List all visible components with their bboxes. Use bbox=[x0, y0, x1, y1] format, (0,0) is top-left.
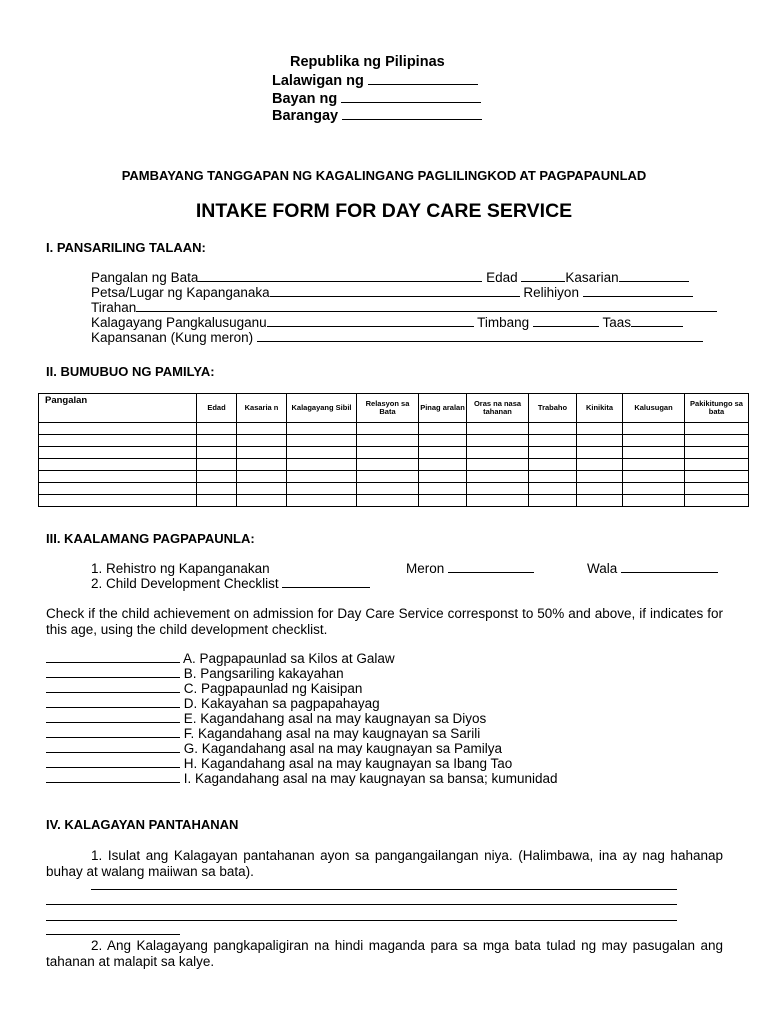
address-blank[interactable] bbox=[136, 300, 717, 312]
section2-heading: II. BUMUBUO NG PAMILYA: bbox=[46, 364, 215, 379]
disability-blank[interactable] bbox=[257, 330, 703, 342]
address-label: Tirahan bbox=[91, 300, 137, 315]
wala-label: Wala bbox=[587, 561, 618, 576]
table-cell[interactable] bbox=[623, 495, 685, 507]
health-row bbox=[91, 315, 683, 330]
table-cell[interactable] bbox=[529, 459, 577, 471]
table-row bbox=[39, 435, 749, 447]
table-cell[interactable] bbox=[467, 423, 529, 435]
table-cell[interactable] bbox=[197, 495, 237, 507]
table-cell[interactable] bbox=[237, 447, 287, 459]
section4-heading: IV. KALAGAYAN PANTAHANAN bbox=[46, 817, 239, 832]
table-cell[interactable] bbox=[529, 423, 577, 435]
table-cell[interactable] bbox=[39, 423, 197, 435]
disability-row bbox=[91, 330, 703, 345]
checklist-label: 2. Child Development Checklist bbox=[91, 576, 279, 591]
sex-label: Kasarian bbox=[565, 270, 619, 285]
town-blank[interactable] bbox=[341, 90, 481, 103]
child-name-blank[interactable] bbox=[198, 270, 482, 282]
height-label: Taas bbox=[602, 315, 632, 330]
table-cell[interactable] bbox=[577, 435, 623, 447]
agency-name: PAMBAYANG TANGGAPAN NG KAGALINGANG PAGLILINGKOD AT PAGPAPAUNLAD bbox=[121, 168, 647, 183]
wala-blank[interactable] bbox=[621, 561, 718, 573]
check-blank[interactable] bbox=[46, 666, 180, 678]
table-cell[interactable] bbox=[357, 423, 419, 435]
republic-heading: Republika ng Pilipinas bbox=[290, 54, 445, 70]
table-cell[interactable] bbox=[197, 447, 237, 459]
health-blank[interactable] bbox=[267, 315, 474, 327]
section3-heading: III. KAALAMANG PAGPAPAUNLA: bbox=[46, 531, 255, 546]
table-cell[interactable] bbox=[287, 423, 357, 435]
town-field bbox=[272, 90, 481, 107]
table-cell[interactable] bbox=[529, 483, 577, 495]
checklist-item-label: E. Kagandahang asal na may kaugnayan sa Diyos bbox=[183, 711, 487, 726]
table-cell[interactable] bbox=[237, 471, 287, 483]
table-cell[interactable] bbox=[357, 483, 419, 495]
table-cell[interactable] bbox=[419, 423, 467, 435]
birth-registry-item: 1. Rehistro ng Kapanganakan bbox=[91, 561, 270, 576]
col-header: Kasaria n bbox=[237, 394, 287, 423]
check-blank[interactable] bbox=[46, 696, 180, 708]
table-row bbox=[39, 483, 749, 495]
col-header: Pakikitungo sa bata bbox=[685, 394, 749, 423]
checklist-item-label: C. Pagpapaunlad ng Kaisipan bbox=[183, 681, 363, 696]
table-cell[interactable] bbox=[467, 435, 529, 447]
checklist-row bbox=[46, 741, 502, 756]
checklist-row bbox=[46, 666, 344, 681]
question-2: 2. Ang Kalagayang pangkapaligiran na hindi maganda para sa mga bata tulad ng may pasugalan ang tahanan at malapit sa kalye. bbox=[46, 938, 723, 969]
table-cell[interactable] bbox=[287, 471, 357, 483]
table-cell[interactable] bbox=[623, 447, 685, 459]
col-header: Kinikita bbox=[577, 394, 623, 423]
col-header: Edad bbox=[197, 394, 237, 423]
table-cell[interactable] bbox=[197, 435, 237, 447]
table-cell[interactable] bbox=[197, 483, 237, 495]
table-row bbox=[39, 459, 749, 471]
checklist-row bbox=[46, 711, 486, 726]
barangay-blank[interactable] bbox=[342, 107, 482, 120]
col-header: Trabaho bbox=[529, 394, 577, 423]
table-cell[interactable] bbox=[39, 483, 197, 495]
age-blank[interactable] bbox=[521, 270, 565, 282]
table-cell[interactable] bbox=[623, 423, 685, 435]
table-cell[interactable] bbox=[577, 447, 623, 459]
checklist-item-label: F. Kagandahang asal na may kaugnayan sa Sarili bbox=[183, 726, 481, 741]
table-cell[interactable] bbox=[467, 471, 529, 483]
table-cell[interactable] bbox=[419, 435, 467, 447]
table-cell[interactable] bbox=[467, 483, 529, 495]
checklist-item-label: D. Kakayahan sa pagpapahayag bbox=[183, 696, 380, 711]
table-cell[interactable] bbox=[623, 483, 685, 495]
checklist-row bbox=[46, 756, 512, 771]
table-row bbox=[39, 423, 749, 435]
checklist-row bbox=[46, 681, 362, 696]
child-name-label: Pangalan ng Bata bbox=[91, 270, 199, 285]
meron-blank[interactable] bbox=[448, 561, 534, 573]
table-cell[interactable] bbox=[577, 483, 623, 495]
table-cell[interactable] bbox=[357, 495, 419, 507]
table-cell[interactable] bbox=[197, 471, 237, 483]
table-cell[interactable] bbox=[623, 471, 685, 483]
checklist-item-label: G. Kagandahang asal na may kaugnayan sa Pamilya bbox=[183, 741, 502, 756]
table-cell[interactable] bbox=[419, 495, 467, 507]
table-row bbox=[39, 495, 749, 507]
table-cell[interactable] bbox=[529, 435, 577, 447]
table-cell[interactable] bbox=[529, 447, 577, 459]
table-row bbox=[39, 447, 749, 459]
birth-label: Petsa/Lugar ng Kapanganaka bbox=[91, 285, 270, 300]
weight-blank[interactable] bbox=[533, 315, 599, 327]
check-blank[interactable] bbox=[46, 756, 180, 768]
table-cell[interactable] bbox=[357, 459, 419, 471]
answer-line[interactable] bbox=[46, 920, 677, 921]
province-blank[interactable] bbox=[368, 72, 478, 85]
table-cell[interactable] bbox=[197, 423, 237, 435]
table-cell[interactable] bbox=[467, 447, 529, 459]
health-label: Kalagayang Pangkalusuganu bbox=[91, 315, 267, 330]
col-header: Pangalan bbox=[39, 394, 197, 423]
checklist-row bbox=[46, 651, 395, 666]
col-header: Oras na nasa tahanan bbox=[467, 394, 529, 423]
table-cell[interactable] bbox=[237, 435, 287, 447]
check-blank[interactable] bbox=[46, 681, 180, 693]
table-cell[interactable] bbox=[577, 495, 623, 507]
table-cell[interactable] bbox=[623, 459, 685, 471]
checklist-item-label: A. Pagpapaunlad sa Kilos at Galaw bbox=[183, 651, 395, 666]
table-cell[interactable] bbox=[467, 495, 529, 507]
table-cell[interactable] bbox=[419, 471, 467, 483]
check-blank[interactable] bbox=[46, 651, 180, 663]
checklist-item-label: I. Kagandahang asal na may kaugnayan sa bansa; kumunidad bbox=[183, 771, 558, 786]
table-cell[interactable] bbox=[39, 459, 197, 471]
check-blank[interactable] bbox=[46, 741, 180, 753]
col-header: Kalagayang Sibil bbox=[287, 394, 357, 423]
table-cell[interactable] bbox=[529, 495, 577, 507]
table-cell[interactable] bbox=[685, 495, 749, 507]
col-header: Pinag aralan bbox=[419, 394, 467, 423]
table-cell[interactable] bbox=[577, 459, 623, 471]
col-header: Kalusugan bbox=[623, 394, 685, 423]
form-title: INTAKE FORM FOR DAY CARE SERVICE bbox=[195, 200, 573, 222]
check-blank[interactable] bbox=[46, 711, 180, 723]
wala-field bbox=[587, 561, 718, 576]
child-name-row bbox=[91, 270, 689, 285]
table-cell[interactable] bbox=[357, 435, 419, 447]
checklist-row bbox=[46, 771, 558, 786]
town-label: Bayan ng bbox=[272, 91, 338, 107]
birth-row bbox=[91, 285, 693, 300]
barangay-label: Barangay bbox=[272, 108, 339, 124]
section1-heading: I. PANSARILING TALAAN: bbox=[46, 240, 206, 255]
table-cell[interactable] bbox=[287, 495, 357, 507]
table-cell[interactable] bbox=[237, 483, 287, 495]
table-cell[interactable] bbox=[685, 435, 749, 447]
table-cell[interactable] bbox=[237, 459, 287, 471]
table-cell[interactable] bbox=[287, 459, 357, 471]
table-cell[interactable] bbox=[685, 447, 749, 459]
table-cell[interactable] bbox=[467, 459, 529, 471]
table-cell[interactable] bbox=[623, 435, 685, 447]
table-cell[interactable] bbox=[357, 471, 419, 483]
address-row bbox=[91, 300, 717, 315]
barangay-field bbox=[272, 107, 482, 124]
birth-blank[interactable] bbox=[270, 285, 520, 297]
meron-label: Meron bbox=[406, 561, 445, 576]
table-cell[interactable] bbox=[237, 495, 287, 507]
table-cell[interactable] bbox=[287, 483, 357, 495]
check-blank[interactable] bbox=[46, 771, 180, 783]
answer-line[interactable] bbox=[46, 934, 180, 935]
province-label: Lalawigan ng bbox=[272, 73, 364, 89]
checklist-item-label: H. Kagandahang asal na may kaugnayan sa Ibang Tao bbox=[183, 756, 513, 771]
checklist-row bbox=[46, 726, 480, 741]
height-blank[interactable] bbox=[631, 315, 683, 327]
table-cell[interactable] bbox=[39, 435, 197, 447]
table-cell[interactable] bbox=[419, 459, 467, 471]
table-cell[interactable] bbox=[39, 471, 197, 483]
checklist-instructions: Check if the child achievement on admission for Day Care Service corresponst to 50% and above, if indicates for this age, using the child development checklist. bbox=[46, 606, 723, 637]
province-field bbox=[272, 72, 478, 89]
table-cell[interactable] bbox=[529, 471, 577, 483]
family-table bbox=[38, 393, 749, 507]
table-cell[interactable] bbox=[39, 495, 197, 507]
table-cell[interactable] bbox=[237, 423, 287, 435]
checklist-item-label: B. Pangsariling kakayahan bbox=[183, 666, 344, 681]
table-cell[interactable] bbox=[419, 483, 467, 495]
religion-label: Relihiyon bbox=[523, 285, 579, 300]
sex-blank[interactable] bbox=[619, 270, 689, 282]
table-cell[interactable] bbox=[287, 435, 357, 447]
table-cell[interactable] bbox=[287, 447, 357, 459]
table-cell[interactable] bbox=[197, 459, 237, 471]
family-table-header bbox=[39, 394, 749, 423]
table-cell[interactable] bbox=[357, 447, 419, 459]
checklist-item bbox=[91, 576, 370, 591]
answer-line[interactable] bbox=[91, 889, 677, 890]
table-cell[interactable] bbox=[685, 471, 749, 483]
table-cell[interactable] bbox=[577, 423, 623, 435]
question-1: 1. Isulat ang Kalagayan pantahanan ayon sa pangangailangan niya. (Halimbawa, ina ay nag hahanap buhay at walang maiiwan sa bata). bbox=[46, 848, 723, 879]
table-row bbox=[39, 471, 749, 483]
checklist-blank[interactable] bbox=[282, 576, 370, 588]
table-cell[interactable] bbox=[577, 471, 623, 483]
weight-label: Timbang bbox=[477, 315, 530, 330]
table-cell[interactable] bbox=[685, 483, 749, 495]
checklist-row bbox=[46, 696, 380, 711]
check-blank[interactable] bbox=[46, 726, 180, 738]
disability-label: Kapansanan (Kung meron) bbox=[91, 330, 254, 345]
age-label: Edad bbox=[486, 270, 518, 285]
religion-blank[interactable] bbox=[583, 285, 693, 297]
answer-line[interactable] bbox=[46, 904, 677, 905]
table-cell[interactable] bbox=[685, 423, 749, 435]
table-cell[interactable] bbox=[419, 447, 467, 459]
col-header: Relasyon sa Bata bbox=[357, 394, 419, 423]
meron-field bbox=[406, 561, 534, 576]
table-cell[interactable] bbox=[39, 447, 197, 459]
table-cell[interactable] bbox=[685, 459, 749, 471]
